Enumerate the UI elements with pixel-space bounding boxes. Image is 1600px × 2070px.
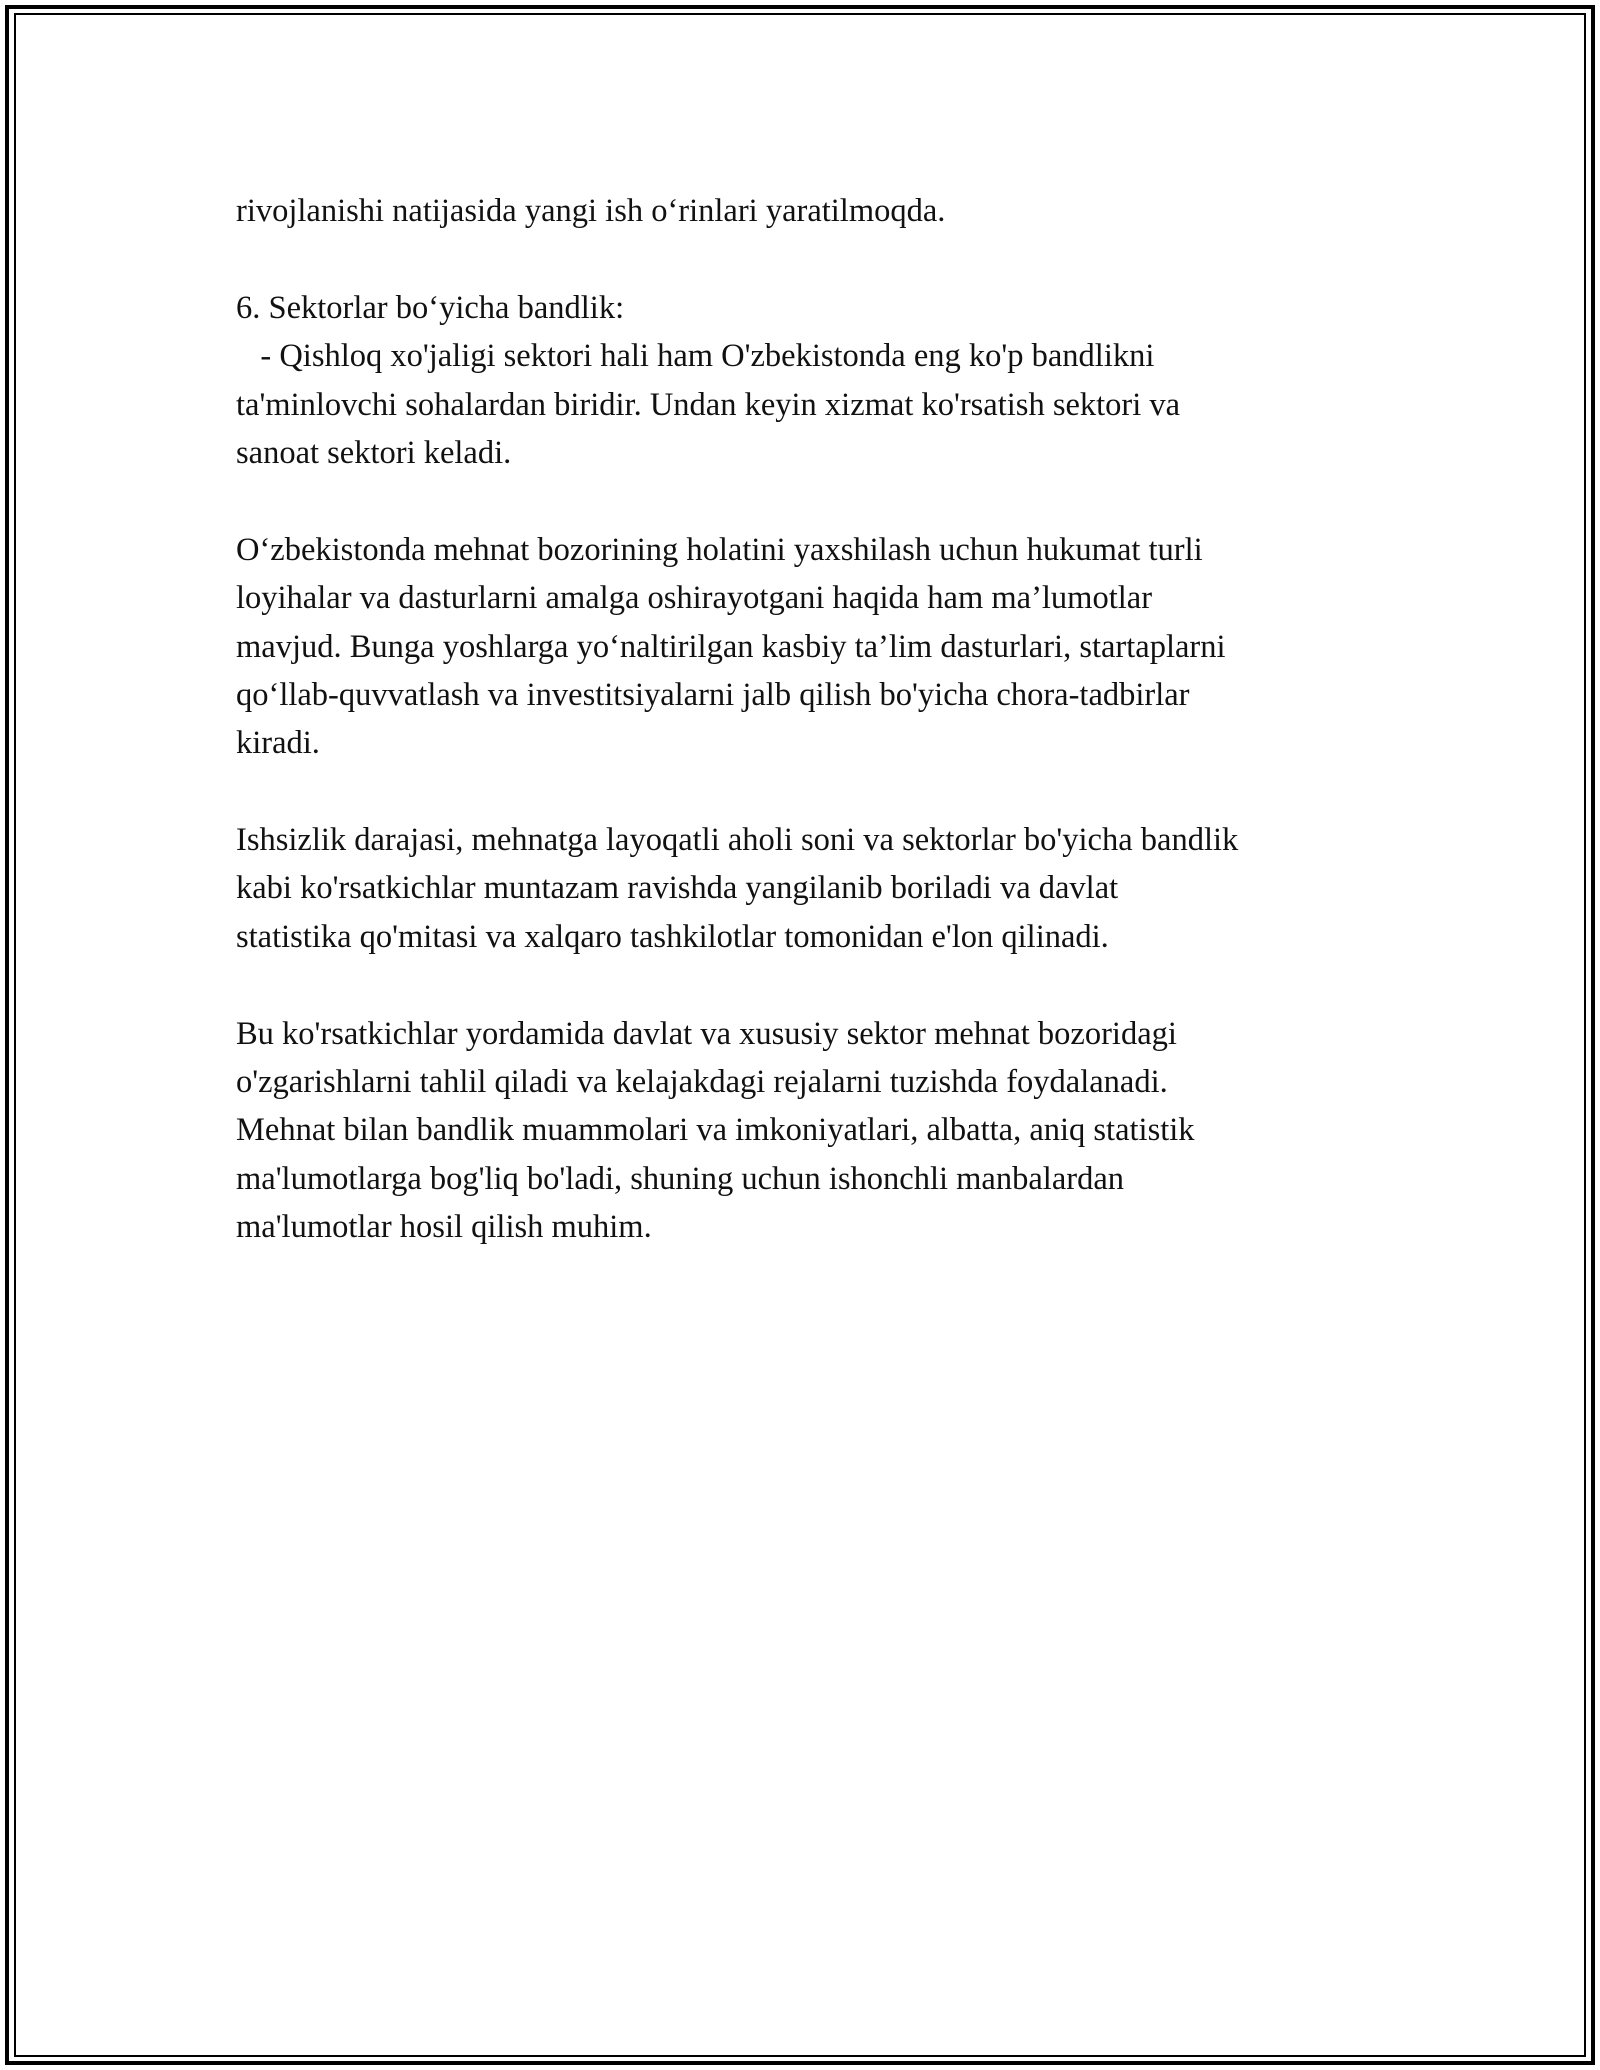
paragraph-government-programs [236, 526, 1386, 768]
paragraph-gap [236, 235, 1386, 283]
paragraph-indicators [236, 816, 1386, 961]
text-line: kiradi. [236, 725, 320, 762]
text-line: kabi ko'rsatkichlar muntazam ravishda yangilanib boriladi va davlat [236, 870, 1119, 907]
paragraph-intro-tail [236, 187, 1386, 235]
text-line: Bu ko'rsatkichlar yordamida davlat va xususiy sektor mehnat bozoridagi [236, 1015, 1177, 1052]
paragraph-conclusion [236, 1010, 1386, 1252]
document-body [236, 187, 1386, 1252]
text-line: loyihalar va dasturlarni amalga oshirayotgani haqida ham ma’lumotlar [236, 580, 1153, 617]
text-line: qo‘llab-quvvatlash va investitsiyalarni jalb qilish bo'yicha chora-tadbirlar [236, 676, 1190, 713]
text-line: o'zgarishlarni tahlil qiladi va kelajakdagi rejalarni tuzishda foydalanadi. [236, 1064, 1168, 1101]
text-line: - Qishloq xo'jaligi sektori hali ham O'zbekistonda eng ko'p bandlikni [236, 338, 1155, 375]
text-line: mavjud. Bunga yoshlarga yo‘naltirilgan kasbiy ta’lim dasturlari, startaplarni [236, 628, 1226, 665]
text-line: ma'lumotlar hosil qilish muhim. [236, 1209, 652, 1246]
section-heading: 6. Sektorlar bo‘yicha bandlik: [236, 289, 625, 326]
text-line: O‘zbekistonda mehnat bozorining holatini yaxshilash uchun hukumat turli [236, 531, 1203, 568]
paragraph-gap [236, 477, 1386, 525]
text-line: ta'minlovchi sohalardan biridir. Undan keyin xizmat ko'rsatish sektori va [236, 386, 1181, 423]
text-line: Ishsizlik darajasi, mehnatga layoqatli aholi soni va sektorlar bo'yicha bandlik [236, 822, 1239, 859]
text-line: Mehnat bilan bandlik muammolari va imkoniyatlari, albatta, aniq statistik [236, 1112, 1195, 1149]
text-line: statistika qo'mitasi va xalqaro tashkilotlar tomonidan e'lon qilinadi. [236, 918, 1109, 955]
paragraph-section-6 [236, 284, 1386, 478]
paragraph-gap [236, 768, 1386, 816]
paragraph-gap [236, 961, 1386, 1009]
text-line: rivojlanishi natijasida yangi ish o‘rinlari yaratilmoqda. [236, 193, 946, 229]
text-line: sanoat sektori keladi. [236, 434, 512, 471]
text-line: ma'lumotlarga bog'liq bo'ladi, shuning uchun ishonchli manbalardan [236, 1160, 1124, 1197]
